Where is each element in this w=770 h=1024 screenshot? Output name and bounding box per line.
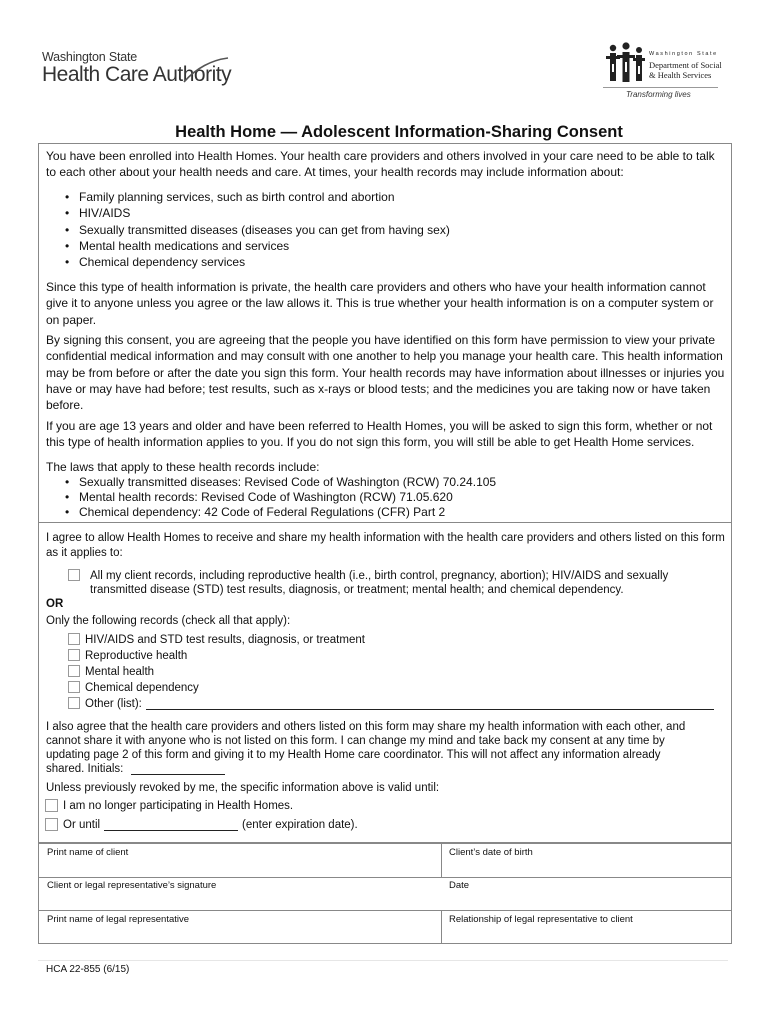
footer-divider [38, 960, 728, 961]
also-agree-line1: I also agree that the health care providers and others listed on this form may share my health information with each other, and [46, 721, 686, 733]
hiv-std-label: HIV/AIDS and STD test results, diagnosis, or treatment [85, 634, 365, 646]
dshs-family-icon [604, 42, 648, 84]
table-row [39, 877, 731, 911]
privacy-paragraph: Since this type of health information is private, the health care providers and others who have your health information cannot give it to anyone unless you agree or the law allows it. This is true whether your health information is on a computer system or on paper. [46, 280, 714, 327]
initials-input-line[interactable] [131, 774, 225, 775]
date-label: Date [449, 880, 470, 891]
table-row [39, 911, 731, 944]
list-item: • Sexually transmitted diseases (diseases you can get from having sex) [62, 222, 450, 238]
mental-health-label: Mental health [85, 666, 155, 678]
other-input-line[interactable] [146, 709, 714, 710]
other-checkbox[interactable] [68, 697, 80, 709]
age-paragraph: If you are age 13 years and older and have been referred to Health Homes, you will be asked to sign this form, whether or not this type of health information applies to you. If you do not sign this form, you will still be able to get Health Home services. [46, 419, 713, 450]
page-title: Health Home — Adolescent Information-Sharing Consent [175, 123, 623, 141]
expiration-hint: (enter expiration date). [242, 819, 358, 831]
laws-heading: The laws that apply to these health records include: [46, 460, 320, 474]
no-longer-label: I am no longer participating in Health Homes. [63, 800, 294, 812]
no-longer-checkbox[interactable] [45, 799, 58, 812]
all-records-checkbox[interactable] [68, 569, 80, 581]
mental-health-checkbox[interactable] [68, 665, 80, 677]
hca-logo-state: Washington State [42, 50, 138, 64]
relationship-label: Relationship of legal representative to client [449, 914, 633, 925]
client-name-label: Print name of client [47, 847, 129, 858]
signature-label: Client or legal representative’s signature [47, 880, 217, 891]
signing-paragraph: By signing this consent, you are agreeing that the people you have identified on this form have permission to view your private confidential medical information and may consult with one another to help you manage your health care. This health information may be from before or after the date you sign this form. Your health records may have information about illnesses or injuries you have or may have had before; test results, such as x-rays or blood tests; and the medicines you are taking now or have taken before. [46, 333, 725, 413]
hca-logo-name: Health Care Authority [42, 63, 232, 86]
dshs-dept-line1: Department of Social [649, 60, 722, 70]
hiv-std-checkbox[interactable] [68, 633, 80, 645]
signature-table [38, 843, 732, 944]
list-item: • Chemical dependency services [62, 254, 450, 270]
all-records-label-line2: transmitted disease (STD) test results, diagnosis, or treatment; mental health; and chemical dependency. [90, 584, 624, 596]
reproductive-health-label: Reproductive health [85, 650, 188, 662]
initials-label: shared. Initials: [46, 763, 124, 775]
dshs-logo [600, 40, 725, 105]
or-until-label: Or until [63, 819, 101, 831]
also-agree-line3: updating page 2 of this form and giving it to my Health Home care coordinator. This will not affect any information already [46, 749, 661, 761]
expiration-date-line[interactable] [104, 830, 238, 831]
table-row [39, 844, 731, 878]
column-divider [441, 911, 442, 944]
reproductive-health-checkbox[interactable] [68, 649, 80, 661]
list-item: • Mental health medications and services [62, 238, 450, 254]
chemical-dependency-checkbox[interactable] [68, 681, 80, 693]
list-item: • Mental health records: Revised Code of Washington (RCW) 71.05.620 [62, 490, 496, 505]
only-following-label: Only the following records (check all that apply): [46, 615, 291, 627]
column-divider [441, 844, 442, 877]
list-item: • Family planning services, such as birth control and abortion [62, 189, 450, 205]
revoked-text: Unless previously revoked by me, the specific information above is valid until: [46, 782, 440, 794]
or-label: OR [46, 598, 64, 610]
dshs-tagline: Transforming lives [626, 90, 691, 99]
intro-paragraph: You have been enrolled into Health Homes. Your health care providers and others involved in your care need to be able to talk to each other about your health needs and care. At times, your health records may include information about: [46, 149, 715, 180]
topics-list [62, 189, 450, 270]
dshs-divider [603, 87, 718, 88]
all-records-label-line1: All my client records, including reproductive health (i.e., birth control, pregnancy, abortion); HIV/AIDS and sexually [90, 570, 669, 582]
chemical-dependency-label: Chemical dependency [85, 682, 199, 694]
dshs-department [649, 60, 722, 80]
legal-rep-name-label: Print name of legal representative [47, 914, 190, 925]
list-item: • HIV/AIDS [62, 205, 450, 221]
hca-logo [42, 50, 232, 95]
other-label: Other (list): [85, 698, 142, 710]
dshs-dept-line2: & Health Services [649, 70, 712, 80]
dshs-state: Washington State [649, 51, 718, 57]
agree-text: I agree to allow Health Homes to receive and share my health information with the health care providers and others listed on this form as it applies to: [46, 532, 725, 559]
list-item: • Chemical dependency: 42 Code of Federal Regulations (CFR) Part 2 [62, 505, 496, 520]
list-item: • Sexually transmitted diseases: Revised Code of Washington (RCW) 70.24.105 [62, 475, 496, 490]
client-dob-label: Client’s date of birth [449, 847, 533, 858]
or-until-checkbox[interactable] [45, 818, 58, 831]
hca-swoosh-icon [182, 56, 230, 84]
also-agree-line2: cannot share it with anyone who is not listed on this form. I can change my mind and take back my consent at any time by [46, 735, 665, 747]
form-number: HCA 22-855 (6/15) [46, 964, 130, 975]
laws-list [62, 475, 496, 519]
